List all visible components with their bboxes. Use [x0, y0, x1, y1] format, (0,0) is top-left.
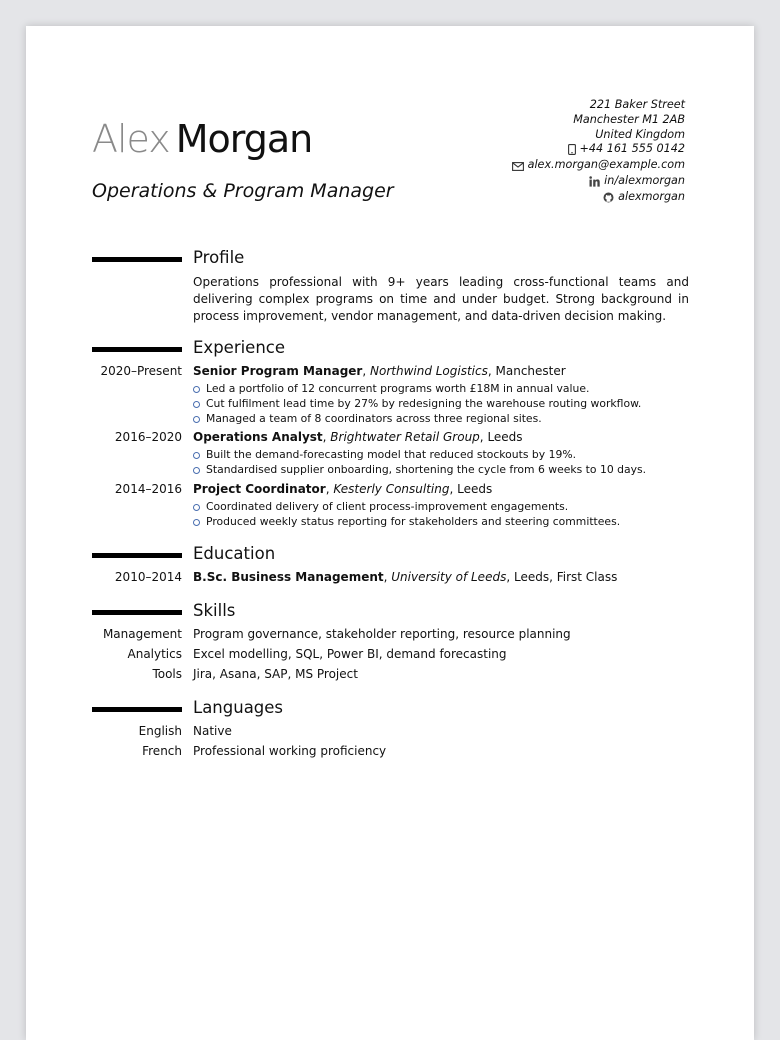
experience-bullets [193, 500, 620, 530]
bullet-text: Managed a team of 8 coordinators across three regional sites. [206, 411, 542, 425]
bullet-circle-icon [193, 416, 200, 423]
linkedin-handle[interactable]: in/alexmorgan [604, 173, 685, 187]
section-rule [92, 707, 182, 712]
bullet-circle-icon [193, 401, 200, 408]
skill-list: Jira, Asana, SAP, MS Project [193, 667, 358, 681]
experience-dates: 2016–2020 [114, 430, 182, 444]
profile-summary: Operations professional with 9+ years leading cross-functional teams and delivering complex programs on time and under budget. Strong background in process improvement, vendor management, and data-driven decision making. [193, 275, 689, 323]
experience-dates: 2020–Present [100, 364, 182, 378]
location: Leeds [457, 482, 493, 496]
list-item [193, 448, 646, 463]
email-address[interactable]: alex.morgan@example.com [527, 158, 685, 172]
bullet-circle-icon [193, 467, 200, 474]
degree: B.Sc. Business Management [193, 570, 384, 584]
email-row [512, 158, 685, 174]
bullet-text: Cut fulfilment lead time by 27% by redesigning the warehouse routing workflow. [206, 396, 642, 410]
skill-list: Excel modelling, SQL, Power BI, demand forecasting [193, 647, 507, 661]
education-entry: B.Sc. Business Management, University of Leeds, Leeds, First Class [193, 570, 618, 584]
job-title: Project Coordinator [193, 482, 326, 496]
job-title: Operations Analyst [193, 430, 323, 444]
experience-entry: Operations Analyst, Brightwater Retail Group, Leeds [193, 430, 523, 444]
list-item [193, 412, 641, 427]
list-item [193, 382, 641, 397]
bullet-text: Produced weekly status reporting for stakeholders and steering committees. [206, 514, 621, 528]
section-rule [92, 347, 182, 352]
education-dates: 2010–2014 [114, 570, 182, 584]
grade: First Class [556, 570, 618, 584]
bullet-text: Built the demand-forecasting model that reduced stockouts by 19%. [206, 448, 577, 461]
location: Leeds [513, 570, 550, 584]
section-rule [92, 553, 182, 558]
skill-category: Tools [152, 667, 182, 681]
language-level: Professional working proficiency [193, 744, 387, 758]
job-headline: Operations & Program Manager [92, 180, 394, 202]
language-level: Native [193, 724, 232, 738]
company: Brightwater Retail Group [330, 430, 480, 444]
section-rule [92, 257, 182, 262]
section-title: Experience [193, 338, 286, 357]
list-item [193, 500, 620, 515]
resume-page [26, 26, 754, 1040]
job-title: Senior Program Manager [193, 364, 363, 378]
school: University of Leeds [391, 570, 507, 584]
linkedin-icon [589, 175, 600, 190]
skill-list: Program governance, stakeholder reporting, resource planning [193, 627, 571, 641]
section-title: Profile [193, 248, 245, 267]
list-item [193, 515, 620, 530]
section-rule [92, 610, 182, 615]
linkedin-row [512, 174, 685, 190]
section-profile [92, 248, 692, 270]
bullet-circle-icon [193, 452, 200, 459]
first-name: Alex [92, 117, 170, 161]
address-line-1: 221 Baker Street [589, 98, 685, 111]
company: Northwind Logistics [370, 364, 488, 378]
experience-entry: Senior Program Manager, Northwind Logistics, Manchester [193, 364, 566, 378]
phone-row [512, 142, 685, 158]
address-line-3: United Kingdom [595, 127, 685, 141]
bullet-circle-icon [193, 504, 200, 511]
phone-number[interactable]: +44 161 555 0142 [579, 142, 685, 156]
section-education [92, 544, 692, 566]
bullet-text: Led a portfolio of 12 concurrent programs worth £18M in annual value. [206, 382, 590, 395]
mobile-phone-icon [568, 143, 576, 158]
bullet-text: Coordinated delivery of client process-improvement engagements. [206, 500, 569, 513]
skill-category: Analytics [127, 647, 182, 661]
section-skills [92, 601, 692, 623]
skill-category: Management [102, 627, 182, 641]
last-name: Morgan [175, 117, 313, 161]
language-name: French [142, 744, 182, 758]
candidate-name [92, 117, 313, 161]
section-title: Education [193, 544, 276, 563]
list-item [193, 463, 646, 478]
list-item [193, 397, 641, 412]
language-name: English [138, 724, 182, 738]
section-title: Skills [193, 601, 236, 620]
section-title: Languages [193, 698, 284, 717]
contact-block [512, 98, 685, 206]
company: Kesterly Consulting [333, 482, 450, 496]
experience-entry: Project Coordinator, Kesterly Consulting, Leeds [193, 482, 493, 496]
bullet-text: Standardised supplier onboarding, shortening the cycle from 6 weeks to 10 days. [206, 462, 647, 476]
github-row [512, 190, 685, 206]
bullet-circle-icon [193, 386, 200, 393]
experience-bullets [193, 382, 641, 426]
envelope-icon [512, 159, 524, 174]
section-languages [92, 698, 692, 720]
location: Leeds [487, 430, 523, 444]
location: Manchester [495, 364, 566, 378]
github-handle[interactable]: alexmorgan [618, 189, 685, 203]
experience-bullets [193, 448, 646, 478]
experience-dates: 2014–2016 [114, 482, 182, 496]
address-line-2: Manchester M1 2AB [573, 112, 685, 126]
section-experience [92, 338, 692, 360]
bullet-circle-icon [193, 519, 200, 526]
github-icon [603, 191, 614, 206]
